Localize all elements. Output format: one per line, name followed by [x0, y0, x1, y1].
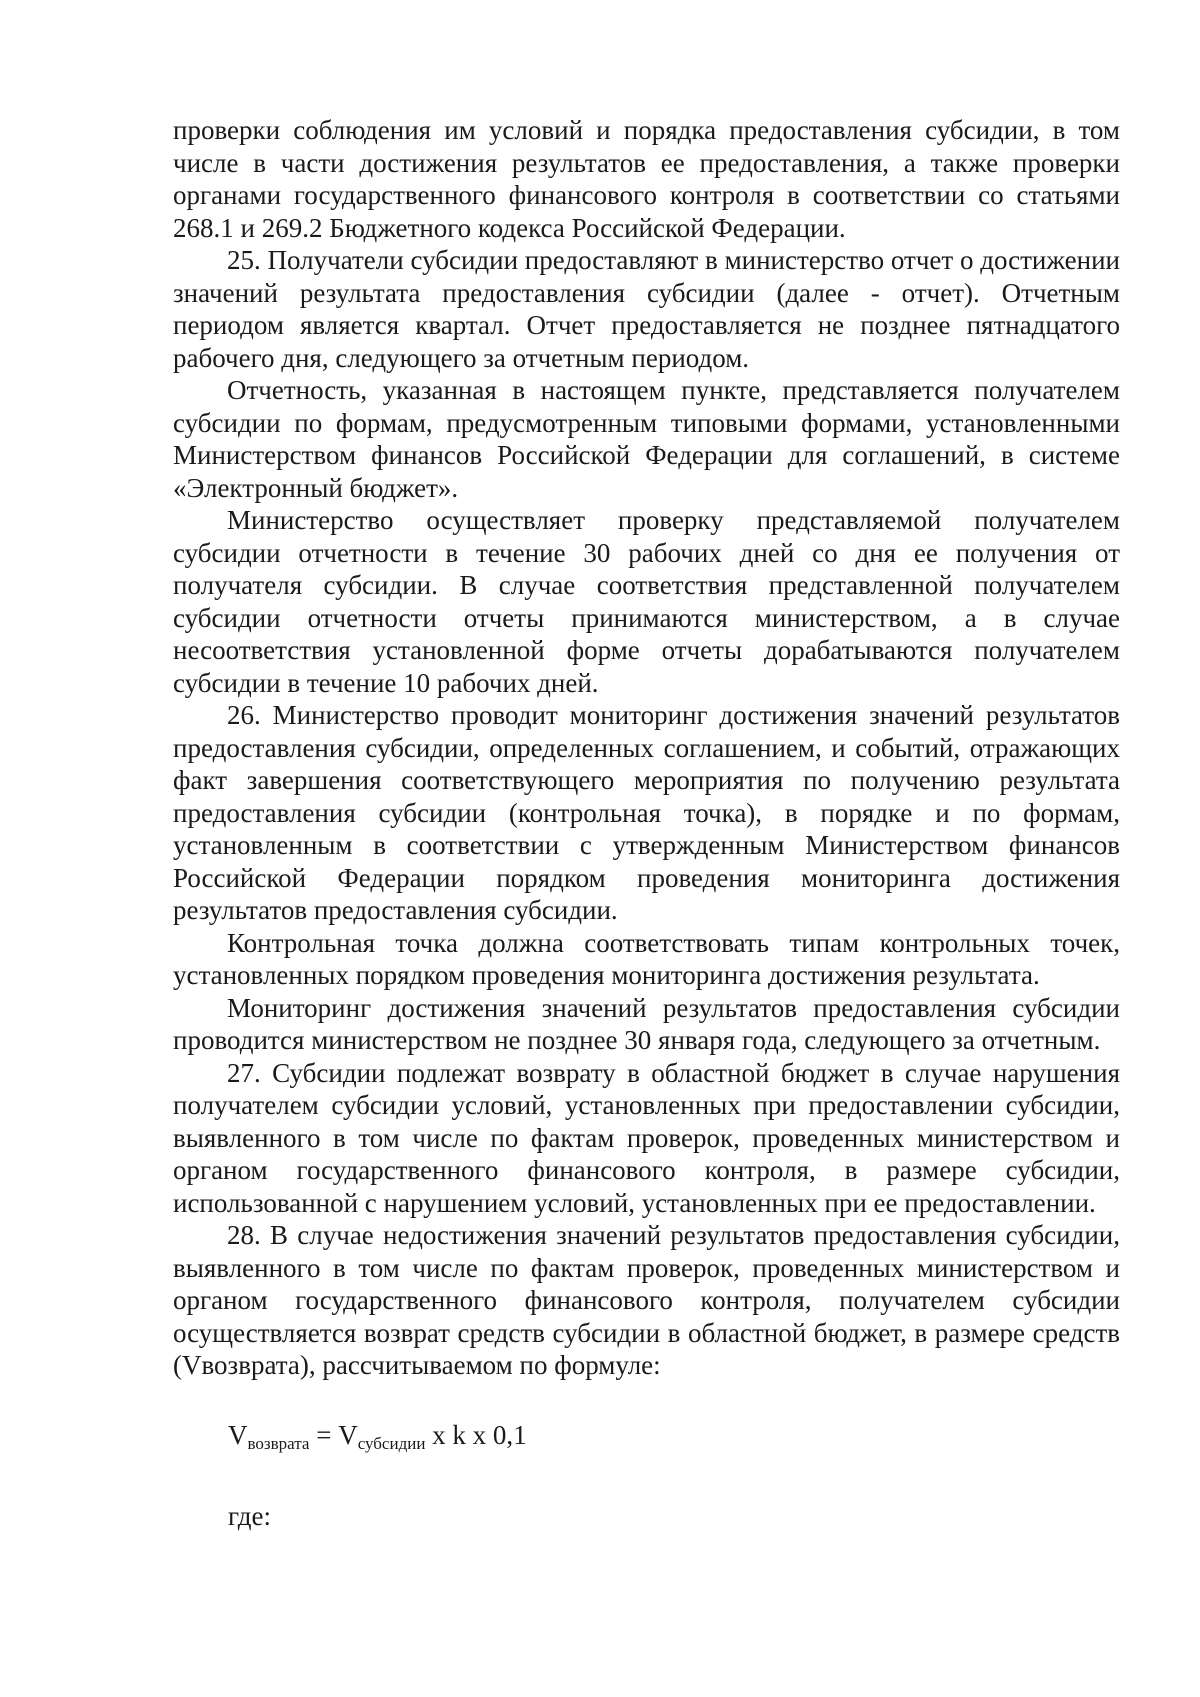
- paragraph: 27. Субсидии подлежат возврату в областной бюджет в случае нарушения получателем субсидии условий, установленных при предоставлении субсидии, выявленного в том числе по фактам проверок, проведенных министерством и органом государственного финансового контроля, в размере субсидии, использованной с нарушением условий, установленных при ее предоставлении.: [173, 1057, 1120, 1218]
- formula-tail: x k x 0,1: [425, 1419, 527, 1450]
- formula-lhs-symbol: V: [228, 1419, 248, 1450]
- formula: [173, 1419, 1120, 1460]
- paragraph: Министерство осуществляет проверку представляемой получателем субсидии отчетности в течение 30 рабочих дней со дня ее получения от получателя субсидии. В случае соответствия представленной получателем субсидии отчетности отчеты принимаются министерством, а в случае несоответствия установленной форме отчеты дорабатываются получателем субсидии в течение 10 рабочих дней.: [173, 505, 1120, 698]
- paragraph: 25. Получатели субсидии предоставляют в министерство отчет о достижении значений результата предоставления субсидии (далее - отчет). Отчетным периодом является квартал. Отчет предоставляется не позднее пятнадцатого рабочего дня, следующего за отчетным периодом.: [173, 245, 1120, 373]
- document-body: [173, 114, 1120, 1382]
- document-page: [173, 114, 1120, 1532]
- paragraph: 26. Министерство проводит мониторинг достижения значений результатов предоставления субсидии, определенных соглашением, и событий, отражающих факт завершения соответствующего мероприятия по получению результата предоставления субсидии (контрольная точка), в порядке и по формам, установленным в соответствии с утвержденным Министерством финансов Российской Федерации порядком проведения мониторинга достижения результатов предоставления субсидии.: [173, 700, 1120, 925]
- paragraph: Контрольная точка должна соответствовать типам контрольных точек, установленных порядком проведения мониторинга достижения результата.: [173, 927, 1120, 990]
- where-label: где:: [228, 1500, 271, 1531]
- formula-rhs-subscript: субсидии: [357, 1433, 426, 1453]
- paragraph: Отчетность, указанная в настоящем пункте, представляется получателем субсидии по формам, предусмотренным типовыми формами, установленными Министерством финансов Российской Федерации для соглашений, в системе «Электронный бюджет».: [173, 375, 1120, 503]
- formula-equals: =: [309, 1419, 339, 1450]
- formula-lhs-subscript: возврата: [247, 1433, 310, 1453]
- paragraph: проверки соблюдения им условий и порядка предоставления субсидии, в том числе в части достижения результатов ее предоставления, а также проверки органами государственного финансового контроля в соответствии со статьями 268.1 и 269.2 Бюджетного кодекса Российской Федерации.: [173, 115, 1120, 243]
- paragraph: Мониторинг достижения значений результатов предоставления субсидии проводится министерством не позднее 30 января года, следующего за отчетным.: [173, 992, 1120, 1055]
- paragraph: 28. В случае недостижения значений результатов предоставления субсидии, выявленного в том числе по фактам проверок, проведенных министерством и органом государственного финансового контроля, получателем субсидии осуществляется возврат средств субсидии в областной бюджет, в размере средств (Vвозврата), рассчитываемом по формуле:: [173, 1220, 1120, 1380]
- formula-rhs-symbol: V: [338, 1419, 358, 1450]
